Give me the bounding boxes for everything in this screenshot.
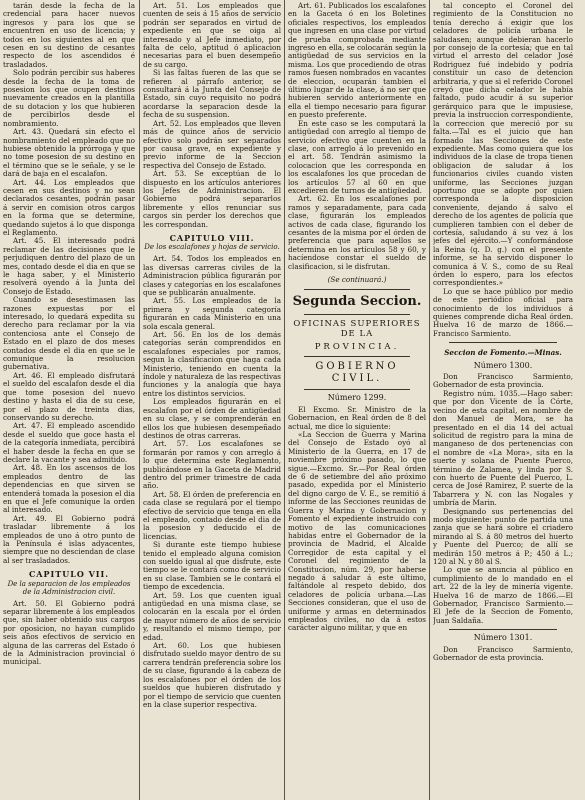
paragraph: Designando sus pertenencias del modo siguiente: punto de partida una zanja que se hará sobre el criadero mirando al S. á 80 metros del huerto y Puente del Puerco; de allí se medirán 150 metros á P.; 450 á L.; 120 al N. y 80 al S. xyxy=(433,506,573,566)
divider xyxy=(304,289,410,290)
article-54: Art. 54. Todos los empleados en las diversas carreras civiles de la Administracion pública figurarán por clases y categorías en los escalafones que se publicarán anualmente. xyxy=(143,254,281,297)
paragraph: Registro núm. 1035.—Hago saber: que por don Vicente de la Córte, vecino de esta capital, en nombre de don Manuel de Mora, se ha presentado en el dia 14 del actual solicitud de registro para la mina de manganeso de dos pertenencias con el nombre de «La Mora», sita en la suerte y solana de Puente Puerco, término de Zalamea, y linda por S. con huerto de Puente del Puerco, L. cerca de José Ramirez, P. suerte de la Tabarrera y N. con las Nogales y umbría de Marin. xyxy=(433,388,573,508)
column-4 xyxy=(433,2,573,798)
section-title: Segunda Seccion. xyxy=(292,294,422,310)
column-2 xyxy=(143,2,281,798)
paragraph: El Excmo. Sr. Ministro de la Gobernacion, en Real órden de 8 del actual, me dice lo siguiente: xyxy=(288,404,426,431)
article-53: Art. 53. Se exceptúan de lo dispuesto en los artículos anteriores los Jefes de Administracion. El Gobierno podrá separarlos libremente y ellos renunciar sus cargos sin perder los derechos que les correspondan. xyxy=(143,169,281,229)
article-52: Art. 52. Los empleados que lleven más de quince años de servicio efectivo solo podrán ser separados por causa grave, en expediente y previo informe de la Seccion respectiva del Consejo de Estado. xyxy=(143,118,281,170)
paragraph: En este caso se les computará la antigüedad con arreglo al tiempo de servicio efectivo que cuenten en la clase, con arreglo á lo prevenido en el art. 58. Tendrán asimismo la colocacion que les corresponda en los escalafones los que procedan de los artículos 57 al 60 en que excedieren de turnos de antigüedad. xyxy=(288,118,426,195)
notice-number: Número 1301. xyxy=(473,633,533,643)
divider xyxy=(304,314,410,315)
chapter-heading: CAPITULO VIII. xyxy=(169,232,255,243)
article-58: Art. 58. El órden de preferencia en cada clase se regulará por el tiempo efectivo de servicio que tenga en ella el empleado, contado desde el dia de la posesion y deducido el de licencias. xyxy=(143,489,281,541)
section-heading: Seccion de Fomento.—Minas. xyxy=(444,348,562,358)
paragraph: Solo podrán percibir sus haberes desde la fecha de la toma de posesion los que ocupen destinos nuevamente creados en la plantilla de su dotacion y los que hubieren de percibirlos desde el nombramiento. xyxy=(3,68,135,128)
column-rule xyxy=(429,0,430,800)
paragraph: «La Seccion de Guerra y Marina del Consejo de Estado oyó al Ministerio de la Guerra, en 17 de noviembre próximo pasado, lo que sigue.—Excmo. Sr.—Por Real órden de 6 de setiembre del año próximo pasado, expedida por el Ministerio del digno cargo de V. E., se remitió á informe de las Secciones reunidas de Guerra y Marina y Gobernacion y Fomento el expediente instruido con motivo de las comunicaciones habidas entre el Gobernador de la provincia de Madrid, el Alcalde Corregidor de esta capital y el Coronel del regimiento de la Constitucion, núm. 29, por haberse negado á saludar á este último, faltándole al respeto debido, dos celadores de policía urbana.—Las Secciones consideran, que el uso de uniforme y armas en determinados empleados civiles, no da á estos carácter alguno militar, y que en xyxy=(288,430,426,633)
article-47: Art. 47. El empleado ascendido desde el sueldo que goce hasta el de la categoría inmediata, percibirá el haber desde la fecha en que se declare la vacante y sea admitido. xyxy=(3,421,135,464)
article-56: Art. 56. En los de los demás categorías serán comprendidos en escalafones especiales por ramos, segun la clasificacion que haga cada Ministerio, teniendo en cuenta la índole y naturaleza de las respectivas funciones y la analogía que haya entre los distintos servicios. xyxy=(143,330,281,398)
notice-number: Número 1299. xyxy=(327,393,387,403)
article-49: Art. 49. El Gobierno podrá trasladar libremente á los empleados de uno á otro punto de la Península é islas adyacentes, siempre que no desciendan de clase al ser trasladados. xyxy=(3,513,135,565)
paragraph: tarán desde la fecha de la credencial para hacer nuevos ingresos y para los que se encuentren en uso de licencia; y todos en los siguientes al en que cesen en su destino de cesantes respecto de los ascendidos é trasladados. xyxy=(3,2,135,69)
paragraph: Cuando se desestimasen las razones expuestas por el interesado, lo quedará expedita su derecho para reclamar por la via contenciosa ante el Consejo de Estado en el plazo de dos meses contados desde el dia en que se le comunique la resolucion gubernativa. xyxy=(3,295,135,372)
paragraph: Lo que se anuncia al público en cumplimiento de lo mandado en el art. 22 de la ley de minería vigente. Huelva 16 de marzo de 1866.—El Gobernador, Francisco Sarmiento.—El Jefe de la Seccion de Fomento, Juan Saldaña. xyxy=(433,565,573,625)
chapter-subheading: De la separacion de los empleados de la Administracion civil. xyxy=(7,579,131,596)
paragraph: Lo que se hace público por medio de este periódico oficial para conocimiento de los individuos á quienes comprende dicha Real órden. Huelva 16 de marzo de 1866.—Francisco Sarmiento. xyxy=(433,286,573,338)
column-rule xyxy=(284,0,285,800)
article-46: Art. 46. El empleado disfrutará el sueldo del escalafon desde el dia que tome posesion del nuevo destino y hasta el dia de su cese, por el plazo de treinta dias, conservando su derecho. xyxy=(3,370,135,422)
article-50: Art. 50. El Gobierno podrá separar libremente á los empleados que, sin haber obtenido sus cargos por oposicion, no hayan cumplido seis años efectivos de servicio en alguna de las carreras del Estado ó de la Administracion provincial ó municipal. xyxy=(3,598,135,667)
article-51: Art. 51. Los empleados que cuenten de seis á 15 años de servicio podrán ser separados en virtud de expediente en que se oiga al interesado y al Jefe inmediato, por falta de celo, aptitud ó aplicacion necesarias para el buen desempeño de su cargo. xyxy=(143,2,281,69)
article-48: Art. 48. En los ascensos de los empleados dentro de las dependencias en que sirven se entenderá tomada la posesion el dia en que el Jefe comunique la orden al interesado. xyxy=(3,463,135,515)
article-60: Art. 60. Los que hubiesen disfrutado sueldo mayor dentro de su carrera tendrán preferencia sobre los de su clase, figurando á la cabeza de los escalafones por el órden de los sueldos que hubieren disfrutado y por el tiempo de servicio que cuenten en la clase superior respectiva. xyxy=(143,641,281,709)
article-45: Art. 45. El interesado podrá reclamar de las decisiones que le perjudiquen dentro del plazo de un mes, contado desde el dia en que se le haga saber, y el Ministerio resolverá oyendo á la Junta del Consejo de Estado. xyxy=(3,236,135,296)
article-43: Art. 43. Quedará sin efecto el nombramiento del empleado que no hubiese obtenido la prórroga y que no tome posesion de su destino en el término que se le señale, y se le dará de baja en el escalafon. xyxy=(3,127,135,179)
article-62: Art. 62. En los escalafones por ramos y separadamente, para cada clase, figurarán los empleados activos de cada clase, figurando los cesantes de la misma por el órden de preferencia que para aquellos se determina en los artículos 58 y 60, y hacíendose constar el sueldo de clasificacion, si le disfrutan. xyxy=(288,194,426,271)
province-heading: PROVINCIA. xyxy=(314,342,400,353)
chapter-heading: CAPITULO VII. xyxy=(28,569,110,580)
paragraph: Los empleados figurarán en el escalafon por el órden de antigüedad en su clase, y se comprenderán en ellos los que hubiesen desempeñado destinos de otras carreras. xyxy=(143,397,281,440)
article-44: Art. 44. Los empleados que cesen en sus destinos y no sean declarados cesantes, podrán pasar á servir en comision otros cargos en la forma que se determine, quedando sujetos á lo que disponga el Reglamento. xyxy=(3,177,135,237)
chapter-subheading: De los escalafones y hojas de servicio. xyxy=(144,243,280,252)
column-3 xyxy=(288,2,426,798)
paragraph: tal concepto el Coronel del regimiento de la Constitucion no tenía derecho á exigir que los celadores de policía urbana le saludasen; aunque debieran hacerlo por consejo de la cortesía; que en tal virtud el arresto del celador José Rodriguez fué indebido y podría constituir un caso de detencion arbitraria, y que si el referido Coronel creyó que dicha celador le había faltado, pudo acudir á su superior gerárquico para que le impusiese, previa la instruccion correspondiente, la correccion que mereció por su falta.—Tal es el juicio que han formado las Secciones de este expediente. Mas como quiera que los individuos de la clase de tropa tienen obligacion de saludar á los funcionarios civiles cuando visten uniforme, las Secciones juzgan oportuno que se adopte por quien corresponda la disposicion conveniente, dejando á salvo el derecho de los agentes de policía que cumplieren tambien con el deber de cortesía, saludando á su vez á los jefes del ejército.—Y conformándose la Reina (q. D. g.) con el presente informe, se ha servido disponer lo comunica á V. S., como de su Real órden lo espero, para los efectos correspondientes.» xyxy=(433,2,573,288)
notice-number: Número 1300. xyxy=(473,360,533,370)
article-57: Art. 57. Los escalafones se formarán por ramos y con arreglo á lo que determina este Reglamento, publicándose en la Gaceta de Madrid dentro del primer trimestre de cada año. xyxy=(143,439,281,491)
continuation-note: (Se continuará.) xyxy=(327,275,387,284)
article-61: Art. 61. Publicados los escalafones en la Gaceta ó en los Boletines oficiales respectivos, los empleados que ingresen en una clase por virtud de prueba comprobada mediante ingreso en ella, se colocarán según la antigüedad de sus servicios en la misma. Los que procediendo de otras ramos fuesen nombrados en vacantes de eleccion, ocuparán tambien el último lugar de la clase, á no ser que hubieren servido anteriormente en ella el tiempo necesario para figurar en puesto preferente. xyxy=(288,2,426,120)
article-55: Art. 55. Los empleados de la primera y segunda categoría figurarán en cada Ministerio en una sola escala general. xyxy=(143,296,281,331)
offices-heading: OFICINAS SUPERIORES DE LA xyxy=(293,319,421,340)
divider xyxy=(449,629,557,630)
divider xyxy=(304,356,410,357)
column-rule xyxy=(139,0,140,800)
paragraph: Don Francisco Sarmiento, Gobernador de esta provincia. xyxy=(433,372,573,390)
column-1 xyxy=(3,2,135,798)
divider xyxy=(304,389,410,390)
paragraph: Don Francisco Sarmiento, Gobernador de esta provincia. xyxy=(433,644,573,663)
article-59: Art. 59. Los que cuenten igual antigüedad en una misma clase, se colocarán en la escala por el órden de mayor número de años de servicio y, resultando el mismo tiempo, por edad. xyxy=(143,590,281,642)
divider xyxy=(449,342,557,343)
paragraph: Si las faltas fueren de las que se refieren al párrafo anterior, se consultará á la Junta del Consejo de Estado, sin cuyo requisito no podrá acordarse la separacion desde la fecha de su suspension. xyxy=(143,68,281,120)
civil-government-heading: GOBIERNO CIVIL. xyxy=(315,361,399,385)
paragraph: Si durante este tiempo hubiese tenido el empleado alguna comision con sueldo igual al que disfrute, este tiempo se le contará como de servicio en su clase. Tambien se le contará el tiempo de excedencia. xyxy=(143,540,281,592)
